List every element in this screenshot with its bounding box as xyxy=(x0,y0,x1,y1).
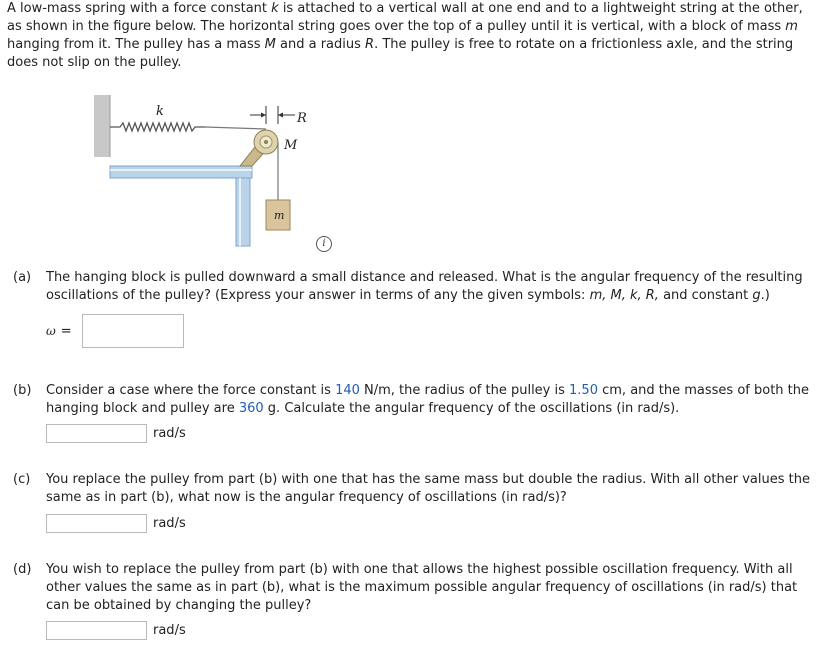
block-mass-label: m xyxy=(274,209,285,222)
part-b-answer-input[interactable] xyxy=(46,424,147,443)
horizontal-string xyxy=(205,127,266,129)
part-b xyxy=(13,382,818,418)
wall xyxy=(94,95,110,157)
part-d-unit: rad/s xyxy=(153,623,186,638)
spring-constant-label: k xyxy=(156,104,164,119)
pulley-mass-label: M xyxy=(284,138,298,153)
part-c-question: You replace the pulley from part (b) with one that has the same mass but double the radius. With all other values the same as in part (b), what now is the angular frequency of oscillations (in rad/s)? xyxy=(46,472,810,505)
radius-value: 1.50 xyxy=(569,383,598,398)
mass-value: 360 xyxy=(238,401,264,416)
part-d-answer-input[interactable] xyxy=(46,621,147,640)
part-d-answer-row xyxy=(46,621,186,640)
figure-drawing xyxy=(90,92,330,252)
radius-label: R xyxy=(297,111,307,126)
part-d xyxy=(13,561,818,615)
part-d-question: You wish to replace the pulley from part (b) with one that allows the highest possible oscillation frequency. With all other values the same as in part (b), what is the maximum possible angular frequency of oscillations (in rad/s) that can be obtained by changing the pulley? xyxy=(46,562,798,613)
omega-symbol: ω xyxy=(46,324,56,338)
part-a-question: The hanging block is pulled downward a small distance and released. What is the angular frequency of the resulting oscillations of the pulley? (Express your answer in terms of any the given symbols: m, M, k, R, and constant g.) xyxy=(46,270,803,303)
part-a-label: (a) xyxy=(13,270,32,285)
part-b-answer-row xyxy=(46,424,186,443)
spring-pulley-figure xyxy=(90,92,330,256)
part-b-unit: rad/s xyxy=(153,426,186,441)
part-c-answer-row xyxy=(46,514,186,533)
part-a-answer-row xyxy=(46,314,184,348)
info-icon[interactable]: i xyxy=(316,236,332,252)
problem-intro: A low-mass spring with a force constant k is attached to a vertical wall at one end and to a lightweight string at the other, as shown in the figure below. The horizontal string goes over the top of a pulley until it is vertical, with a block of mass m hanging from it. The pulley has a mass M and a radius R. The pulley is free to rotate on a frictionless axle, and the string does not slip on the pulley. xyxy=(7,1,803,70)
part-c xyxy=(13,471,818,507)
part-b-label: (b) xyxy=(13,383,32,398)
part-a xyxy=(13,269,818,305)
part-c-unit: rad/s xyxy=(153,516,186,531)
force-constant-value: 140 xyxy=(335,383,360,398)
spring xyxy=(110,123,205,131)
part-c-label: (c) xyxy=(13,472,31,487)
part-c-answer-input[interactable] xyxy=(46,514,147,533)
equals-sign: = xyxy=(60,323,72,339)
table-leg xyxy=(236,178,250,246)
omega-answer-input[interactable] xyxy=(82,314,184,348)
part-b-question: Consider a case where the force constant is 140 N/m, the radius of the pulley is 1.50 cm, and the masses of both the hanging block and pulley are 360 g. Calculate the angular frequency of the oscillations (in rad/s). xyxy=(46,383,809,416)
table-top xyxy=(110,166,252,178)
part-d-label: (d) xyxy=(13,562,32,577)
